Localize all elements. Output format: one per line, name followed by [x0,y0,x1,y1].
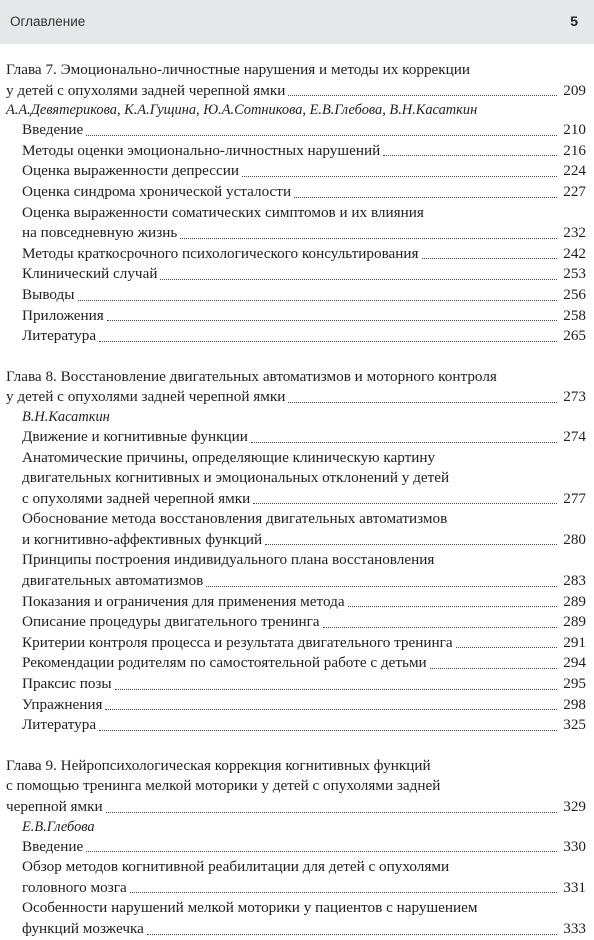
toc-entry-line [0,674,594,695]
toc-entry [0,592,594,613]
toc-entry-page-number: 280 [559,530,586,551]
toc-entry-page-number: 253 [559,264,586,285]
toc-entry-text: Оценка выраженности соматических симптомов и их влияния [22,204,427,221]
toc-entry-text: Описание процедуры двигательного тренинга [22,613,323,630]
toc-entry-text: Принципы построения индивидуального плана восстановления [22,551,437,568]
toc-entry-page-number: 330 [559,837,586,858]
toc-entry-text: Введение [22,838,86,855]
dot-leader [348,605,558,607]
dot-leader [115,688,558,690]
toc-entry-text: Литература [22,327,99,344]
toc-entry [0,509,594,550]
toc-entry [0,715,594,736]
toc-entry-page-number: 232 [559,223,586,244]
toc-entry-line [0,468,594,489]
toc-entry-text: Литература [22,716,99,733]
toc-entry [0,674,594,695]
toc-entry-text: Выводы [22,286,78,303]
toc-entry-text: на повседневную жизнь [22,224,180,241]
toc-entry-text: Введение [22,121,86,138]
dot-leader [206,585,557,587]
toc-entry [0,306,594,327]
dot-leader [288,94,557,96]
toc-entry [0,857,594,898]
toc-entry [0,837,594,858]
chapter-title-line [0,797,594,818]
toc-entry-page-number: 333 [559,919,586,940]
toc-entry-text: головного мозга [22,879,130,896]
toc-entry-text: Приложения [22,307,107,324]
dot-leader [130,891,557,893]
toc-entry [0,695,594,716]
dot-leader [294,196,557,198]
toc-entry-page-number: 274 [559,427,586,448]
toc-entry-text: Анатомические причины, определяющие клиническую картину [22,449,438,466]
toc-entry-line [0,285,594,306]
toc-entry-line [0,612,594,633]
toc-entry-line [0,244,594,265]
chapter-title-line [0,756,594,777]
toc-entry-page-number: 227 [559,182,586,203]
toc-entry-page-number: 210 [559,120,586,141]
toc-entry-text: Движение и когнитивные функции [22,428,251,445]
toc-entry-line [0,141,594,162]
toc-entry [0,203,594,244]
dot-leader [99,340,557,342]
chapter-page-number: 273 [559,387,586,408]
toc-entry [0,285,594,306]
toc-entry [0,633,594,654]
chapter-title-text: черепной ямки [6,798,106,815]
toc-entry-line [0,695,594,716]
toc-entry [0,898,594,939]
toc-entry-page-number: 298 [559,695,586,716]
toc-entry-text: Методы оценки эмоционально-личностных нарушений [22,142,383,159]
toc-entry-text: с опухолями задней черепной ямки [22,490,253,507]
dot-leader [251,441,557,443]
toc-entry-text: Упражнения [22,696,105,713]
toc-entry-line [0,326,594,347]
toc-entry-page-number: 242 [559,244,586,265]
dot-leader [422,257,558,259]
chapter-title-text: Глава 9. Нейропсихологическая коррекция когнитивных функций [6,757,434,774]
toc-entry-text: Методы краткосрочного психологического консультирования [22,245,422,262]
chapter-section [0,60,594,347]
chapter-title-text: Глава 8. Восстановление двигательных автоматизмов и моторного контроля [6,368,500,385]
toc-entry-text: Обзор методов когнитивной реабилитации для детей с опухолями [22,858,452,875]
toc-entry [0,448,594,510]
toc-entry-line [0,448,594,469]
toc-entry-page-number: 216 [559,141,586,162]
toc-entry-page-number: 224 [559,161,586,182]
chapter-title-line [0,776,594,797]
toc-entry-text: двигательных когнитивных и эмоциональных отклонений у детей [22,469,452,486]
toc-entry-page-number: 265 [559,326,586,347]
toc-entry-text: двигательных автоматизмов [22,572,206,589]
toc-entry-page-number: 291 [559,633,586,654]
toc-entry-line [0,427,594,448]
toc-entry-line [0,509,594,530]
toc-entry-text: Рекомендации родителям по самостоятельной работе с детьми [22,654,430,671]
toc-entry-line [0,857,594,878]
dot-leader [99,729,557,731]
dot-leader [78,299,558,301]
dot-leader [253,502,557,504]
chapter-authors: А.А.Девятерикова, К.А.Гущина, Ю.А.Сотникова, Е.В.Глебова, В.Н.Касаткин [6,102,478,119]
chapter-title-text: у детей с опухолями задней черепной ямки [6,388,288,405]
toc-entry-text: и когнитивно-аффективных функций [22,531,265,548]
chapter-title-line [0,387,594,408]
toc-entry [0,612,594,633]
chapter-title-line [0,367,594,388]
toc-entry-page-number: 283 [559,571,586,592]
dot-leader [288,401,557,403]
table-of-contents [0,60,594,940]
chapter-page-number: 209 [559,81,586,102]
toc-entry-text: Клинический случай [22,265,160,282]
page-header [0,0,594,44]
dot-leader [86,134,557,136]
chapter-section [0,367,594,736]
dot-leader [105,708,557,710]
dot-leader [383,154,557,156]
toc-entry-line [0,120,594,141]
toc-entry-page-number: 325 [559,715,586,736]
toc-entry-line [0,223,594,244]
toc-entry-line [0,571,594,592]
toc-entry-page-number: 277 [559,489,586,510]
toc-entry-page-number: 331 [559,878,586,899]
chapter-gap [0,347,594,367]
toc-entry-page-number: 258 [559,306,586,327]
header-title: Оглавление [10,14,86,29]
chapter-title-line [0,81,594,102]
toc-entry-line [0,264,594,285]
chapter-authors: В.Н.Касаткин [22,408,110,425]
toc-entry-text: Критерии контроля процесса и результата двигательного тренинга [22,634,456,651]
toc-entry [0,427,594,448]
toc-entry [0,653,594,674]
dot-leader [456,646,558,648]
toc-entry-page-number: 256 [559,285,586,306]
toc-entry-text: функций мозжечка [22,920,147,937]
toc-entry-text: Оценка выраженности депрессии [22,162,242,179]
dot-leader [430,667,558,669]
toc-entry [0,120,594,141]
dot-leader [242,175,557,177]
dot-leader [147,933,557,935]
toc-entry-line [0,550,594,571]
chapter-authors: Е.В.Глебова [22,818,95,835]
toc-entry [0,326,594,347]
toc-entry [0,244,594,265]
chapter-gap [0,736,594,756]
dot-leader [160,278,557,280]
toc-entry-line [0,306,594,327]
chapter-page-number: 329 [559,797,586,818]
toc-entry-line [0,161,594,182]
toc-entry [0,141,594,162]
chapter-title-text: у детей с опухолями задней черепной ямки [6,82,288,99]
dot-leader [323,626,558,628]
toc-entry-line [0,530,594,551]
toc-entry-text: Показания и ограничения для применения метода [22,593,348,610]
toc-entry [0,161,594,182]
toc-entry-text: Праксис позы [22,675,115,692]
toc-entry-line [0,898,594,919]
toc-entry-line [0,203,594,224]
chapter-title-text: Глава 7. Эмоционально-личностные нарушения и методы их коррекции [6,61,473,78]
toc-entry-line [0,919,594,940]
chapter-title-text: с помощью тренинга мелкой моторики у детей с опухолями задней [6,777,443,794]
toc-entry-line [0,837,594,858]
header-page-number: 5 [570,13,578,29]
toc-entry-text: Особенности нарушений мелкой моторики у пациентов с нарушением [22,899,481,916]
dot-leader [86,850,557,852]
toc-entry-page-number: 289 [559,612,586,633]
toc-entry-line [0,715,594,736]
dot-leader [107,319,557,321]
dot-leader [265,543,557,545]
dot-leader [180,237,557,239]
toc-entry-text: Обоснование метода восстановления двигательных автоматизмов [22,510,450,527]
toc-entry [0,182,594,203]
toc-entry-line [0,182,594,203]
toc-entry-page-number: 295 [559,674,586,695]
toc-entry [0,550,594,591]
toc-entry-line [0,489,594,510]
toc-entry [0,264,594,285]
toc-entry-line [0,592,594,613]
chapter-section [0,756,594,940]
toc-entry-text: Оценка синдрома хронической усталости [22,183,294,200]
toc-entry-line [0,653,594,674]
toc-entry-page-number: 294 [559,653,586,674]
toc-entry-line [0,878,594,899]
chapter-title-line [0,60,594,81]
dot-leader [106,811,558,813]
toc-entry-line [0,633,594,654]
toc-entry-page-number: 289 [559,592,586,613]
